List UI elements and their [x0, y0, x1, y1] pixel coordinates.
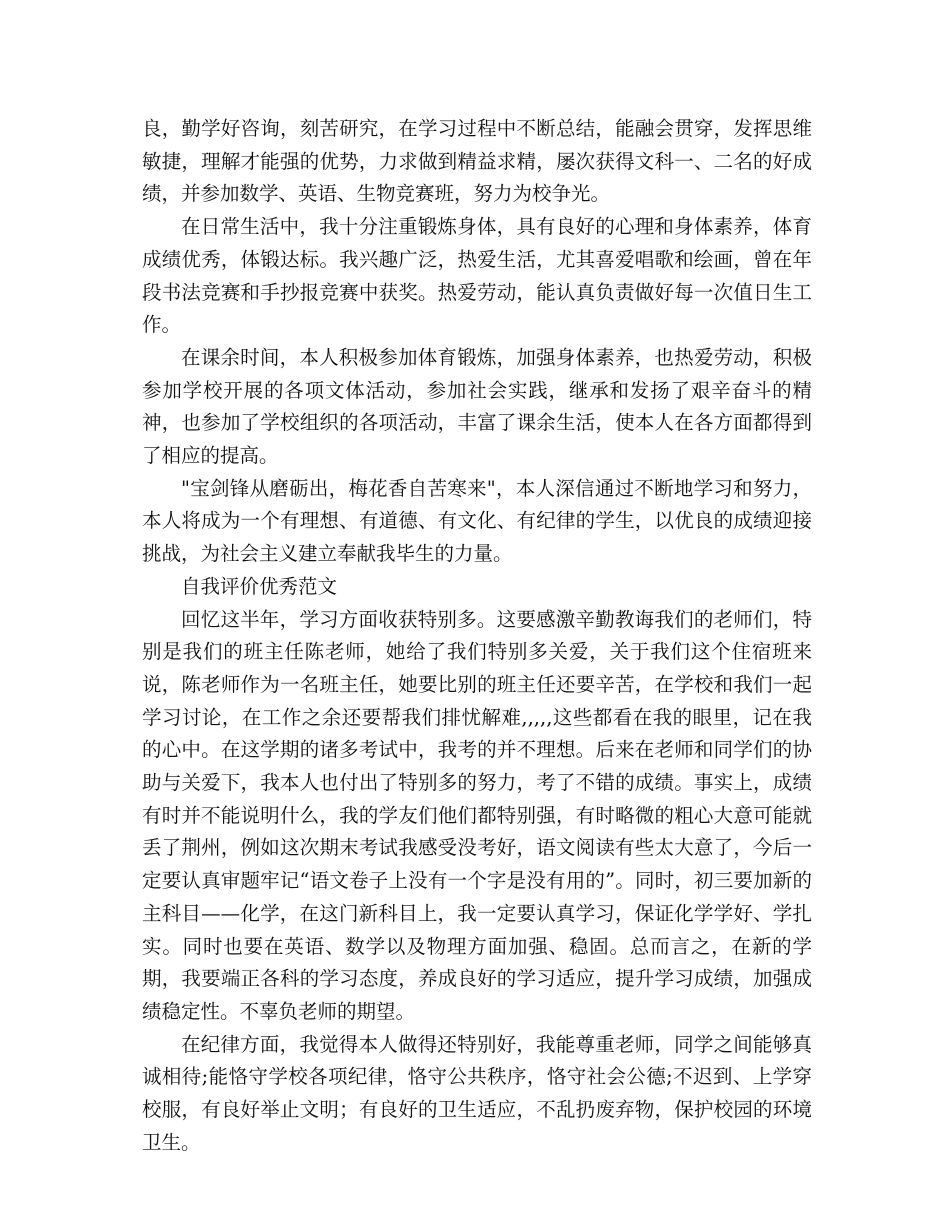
- paragraph-extracurricular: 在课余时间，本人积极参加体育锻炼，加强身体素养，也热爱劳动，积极参加学校开展的各项文体活动，参加社会实践，继承和发扬了艰辛奋斗的精神，也参加了学校组织的各项活动，丰富了课余生活，使本人在各方面都得到了相应的提高。: [142, 345, 812, 468]
- paragraph-study: 良，勤学好咨询，刻苦研究，在学习过程中不断总结，能融会贯穿，发挥思维敏捷，理解才能强的优势，力求做到精益求精，屡次获得文科一、二名的好成绩，并参加数学、英语、生物竞赛班，努力为校争光。: [142, 117, 812, 206]
- paragraph-daily-life: 在日常生活中，我十分注重锻炼身体，具有良好的心理和身体素养，体育成绩优秀，体锻达标。我兴趣广泛，热爱生活，尤其喜爱唱歌和绘画，曾在年段书法竞赛和手抄报竞赛中获奖。热爱劳动，能认真负责做好每一次值日生工作。: [142, 215, 812, 337]
- document-page: [142, 113, 812, 1160]
- paragraph-motto: "宝剑锋从磨砺出，梅花香自苦寒来"，本人深信通过不断地学习和努力，本人将成为一个有理想、有道德、有文化、有纪律的学生，以优良的成绩迎接挑战，为社会主义建立奉献我毕生的力量。: [142, 476, 812, 566]
- section-heading: 自我评价优秀范文: [181, 574, 338, 598]
- paragraph-discipline: 在纪律方面，我觉得本人做得还特别好，我能尊重老师，同学之间能够真诚相待;能恪守学校各项纪律，恪守公共秩序，恪守社会公德;不迟到、上学穿校服，有良好举止文明；有良好的卫生适应，不乱扔废弃物，保护校园的环境卫生。: [142, 1032, 812, 1154]
- paragraph-semester-review: 回忆这半年，学习方面收获特别多。这要感激辛勤教诲我们的老师们，特别是我们的班主任陈老师，她给了我们特别多关爱，关于我们这个住宿班来说，陈老师作为一名班主任，她要比别的班主任还要辛苦，在学校和我们一起学习讨论，在工作之余还要帮我们排忧解难,,,,,这些都看在我的眼里，记在我的心中。在这学期的诸多考试中，我考的并不理想。后来在老师和同学们的协助与关爱下，我本人也付出了特别多的努力，考了不错的成绩。事实上，成绩有时并不能说明什么，我的学友们他们都特别强，有时略微的粗心大意可能就丢了荆州，例如这次期末考试我感受没考好，语文阅读有些太大意了，今后一定要认真审题牢记“语文卷子上没有一个字是没有用的”。同时，初三要加新的主科目——化学，在这门新科目上，我一定要认真学习，保证化学学好、学扎实。同时也要在英语、数学以及物理方面加强、稳固。总而言之，在新的学期，我要端正各科的学习态度，养成良好的学习适应，提升学习成绩，加强成绩稳定性。不辜负老师的期望。: [142, 607, 812, 1023]
